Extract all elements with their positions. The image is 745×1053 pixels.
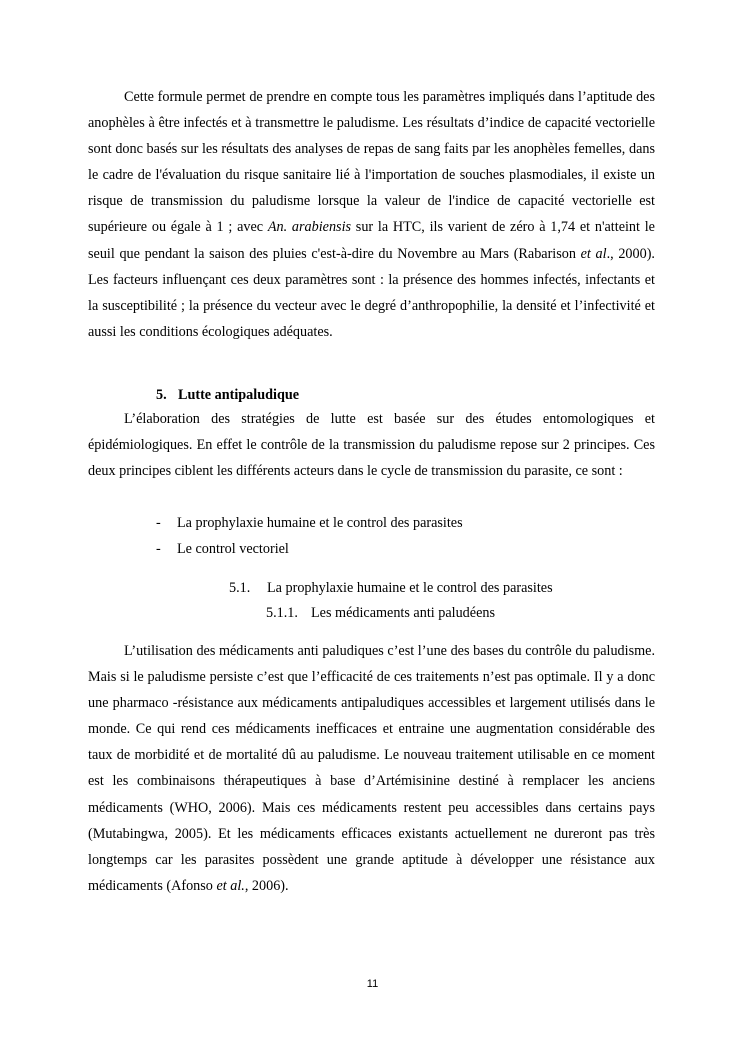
page-number: 11: [366, 978, 379, 990]
paragraph-text: L’élaboration des stratégies de lutte est basée sur des études entomologiques et épidémiologiques. En effet le contrôle de la transmission du paludisme repose sur 2 principes. Ces deux principes ciblent les différents acteurs dans le cycle de transmission du parasite, ce sont :: [88, 411, 655, 480]
bullet-item: [156, 513, 463, 533]
paragraph-text: , 2006).: [244, 877, 289, 894]
paragraph-text: ., 2000). Les facteurs influençant ces deux paramètres sont : la présence des hommes infectés, infectants et la susceptibilité ; la présence du vecteur avec le degré d’anthropophilie, la densité et l’infectivité et aussi les conditions écologiques adéquates.: [88, 245, 655, 340]
paragraph-lutte: [88, 406, 655, 484]
section-title: Lutte antipaludique: [178, 387, 300, 403]
section-number: 5.1.1.: [266, 605, 298, 621]
paragraph-text: L’utilisation des médicaments anti paludiques c’est l’une des bases du contrôle du paludisme. Mais si le paludisme persiste c’est que l’efficacité de ces traitements n’est pas optimale. Il y a donc une pharmaco -résistance aux médicaments antipaludiques accessibles et largement utilisés dans le monde. Ce qui rend ces médicaments inefficaces et entraine une augmentation considérable des taux de morbidité et de mortalité dû au paludisme. Le nouveau traitement utilisable en ce moment est les combinaisons thérapeutiques à base d’Artémisinine destiné à remplacer les anciens médicaments (WHO, 2006). Mais ces médicaments restent peu accessibles dans certains pays (Mutabingwa, 2005). Et les médicaments efficaces existants actuellement ne dureront pas très longtemps car les parasites possèdent une grande aptitude à développer une résistance aux médicaments (Afonso: [88, 643, 655, 894]
citation-etal: et al: [580, 245, 607, 262]
section-number: 5.1.: [229, 580, 251, 596]
paragraph-text: sur la HTC, ils varient de zéro à 1,74 et n'atteint le seuil que pendant la saison des pluies c'est-à-dire du Novembre au Mars (Rabarison: [88, 219, 655, 262]
paragraph-medicaments: [88, 638, 655, 899]
paragraph-text: Cette formule permet de prendre en compte tous les paramètres impliqués dans l’aptitude des anophèles à être infectés et à transmettre le paludisme. Les résultats d’indice de capacité vectorielle sont donc basés sur les résultats des analyses de repas de sang faits par les anophèles femelles, dans le cadre de l'évaluation du risque sanitaire lié à l'importation de souches plasmodiales, il existe un risque de transmission du paludisme lorsque la valeur de l'indice de capacité vectorielle est supérieure ou égale à 1 ; avec: [88, 89, 655, 236]
bullet-text: La prophylaxie humaine et le control des parasites: [177, 515, 463, 531]
species-name: An. arabiensis: [267, 219, 352, 236]
paragraph-capacite-vectorielle: [88, 84, 655, 345]
section-number: 5.: [156, 387, 167, 403]
section-heading-5-1-1: [266, 603, 495, 623]
section-title: Les médicaments anti paludéens: [311, 605, 495, 621]
citation-etal: et al.: [216, 877, 245, 894]
section-heading-5: [156, 385, 299, 405]
bullet-text: Le control vectoriel: [177, 541, 289, 557]
section-title: La prophylaxie humaine et le control des parasites: [267, 580, 553, 596]
bullet-dash: -: [156, 515, 161, 531]
bullet-dash: -: [156, 541, 161, 557]
section-heading-5-1: [229, 578, 553, 598]
bullet-item: [156, 539, 289, 559]
